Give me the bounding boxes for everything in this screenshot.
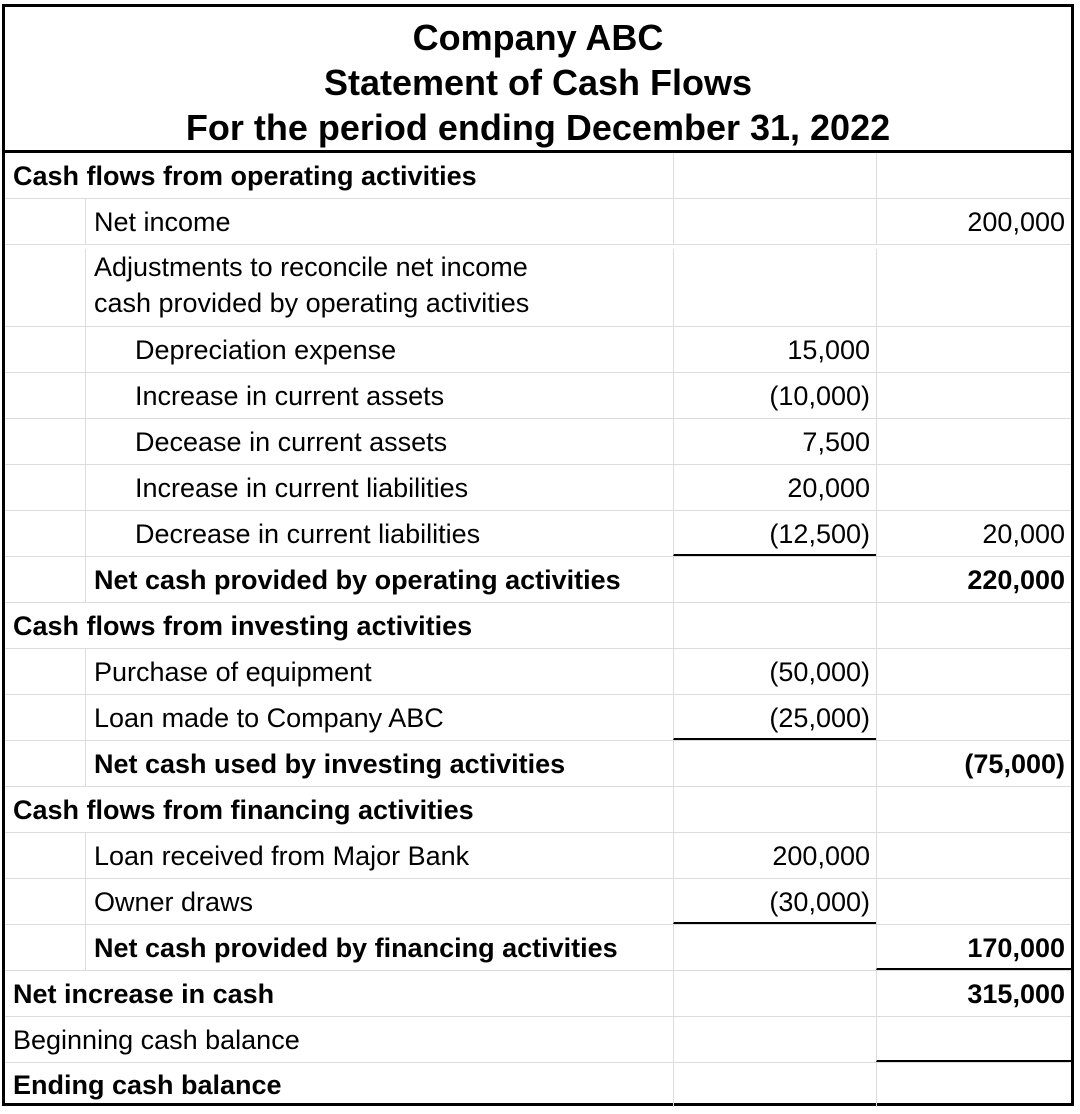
- subtotal-label: Net cash used by investing activities: [5, 741, 673, 786]
- row-label: Owner draws: [5, 879, 673, 924]
- table-row: [5, 971, 1071, 1017]
- total-cell: [876, 787, 1071, 832]
- amount-cell: [673, 787, 876, 832]
- total-cell: [876, 249, 1080, 326]
- table-row: [5, 879, 1071, 925]
- beginning-balance-value: [876, 1017, 1071, 1062]
- cash-flow-statement: [2, 4, 1074, 1106]
- amount-cell: [673, 925, 876, 970]
- total-cell: [876, 153, 1071, 198]
- total-cell: [876, 879, 1071, 924]
- table-row: [5, 603, 1071, 649]
- total-cell: [876, 833, 1071, 878]
- total-cell: 20,000: [876, 511, 1071, 556]
- table-row: [5, 649, 1071, 695]
- company-name: Company ABC: [412, 17, 664, 58]
- subtotal-label: Net cash provided by operating activities: [5, 557, 673, 602]
- ending-balance-value: [876, 1063, 1071, 1107]
- net-increase-label: Net increase in cash: [13, 979, 275, 1009]
- section-heading-operating: Cash flows from operating activities: [13, 161, 477, 191]
- section-heading-financing: Cash flows from financing activities: [13, 795, 474, 825]
- amount-cell: (10,000): [673, 373, 876, 418]
- row-label: Decease in current assets: [5, 419, 673, 464]
- amount-cell: [673, 603, 876, 648]
- table-row: [5, 695, 1071, 741]
- total-cell: [876, 465, 1071, 510]
- table-row: [5, 1063, 1071, 1107]
- amount-cell: (25,000): [673, 695, 876, 740]
- subtotal-value: (75,000): [876, 741, 1071, 786]
- amount-cell: (30,000): [673, 879, 876, 924]
- amount-cell: 7,500: [673, 419, 876, 464]
- statement-header: [5, 7, 1071, 153]
- amount-cell: 200,000: [673, 833, 876, 878]
- statement-grid: [5, 153, 1071, 1107]
- table-row: [5, 153, 1071, 199]
- total-cell: [876, 419, 1071, 464]
- subtotal-value: 220,000: [876, 557, 1071, 602]
- subtotal-label: Net cash provided by financing activities: [5, 925, 673, 970]
- table-row: [5, 419, 1071, 465]
- beginning-balance-label: Beginning cash balance: [13, 1025, 300, 1055]
- amount-cell: [673, 557, 876, 602]
- table-row: [5, 511, 1071, 557]
- table-row: [5, 557, 1071, 603]
- ending-balance-label: Ending cash balance: [13, 1070, 282, 1100]
- total-cell: 200,000: [876, 199, 1071, 244]
- amount-cell: [673, 971, 876, 1016]
- amount-cell: 20,000: [673, 465, 876, 510]
- table-row: [5, 373, 1071, 419]
- subtotal-value: 170,000: [876, 925, 1071, 970]
- amount-cell: [673, 1063, 876, 1107]
- table-row: [5, 787, 1071, 833]
- table-row: [5, 245, 1071, 327]
- table-row: [5, 833, 1071, 879]
- amount-cell: [673, 1017, 876, 1062]
- row-label: Adjustments to reconcile net income cash provided by operating activities: [5, 249, 565, 326]
- row-label: Net income: [5, 199, 673, 244]
- amount-cell: [673, 741, 876, 786]
- row-label: Purchase of equipment: [5, 649, 673, 694]
- row-label: Decrease in current liabilities: [5, 511, 673, 556]
- statement-period: For the period ending December 31, 2022: [185, 107, 891, 148]
- table-row: [5, 925, 1071, 971]
- statement-title: Statement of Cash Flows: [323, 62, 753, 103]
- total-cell: [876, 695, 1071, 740]
- total-cell: [876, 649, 1071, 694]
- row-label: Loan received from Major Bank: [5, 833, 673, 878]
- amount-cell: 15,000: [673, 327, 876, 372]
- table-row: [5, 741, 1071, 787]
- total-cell: [876, 327, 1071, 372]
- total-cell: [876, 603, 1071, 648]
- table-row: [5, 465, 1071, 511]
- amount-cell: (50,000): [673, 649, 876, 694]
- row-label: Loan made to Company ABC: [5, 695, 673, 740]
- amount-cell: [673, 199, 876, 244]
- row-label: Increase in current assets: [5, 373, 673, 418]
- net-increase-value: 315,000: [876, 971, 1071, 1016]
- row-label: Depreciation expense: [5, 327, 673, 372]
- table-row: [5, 327, 1071, 373]
- row-label: Increase in current liabilities: [5, 465, 673, 510]
- amount-cell: [673, 153, 876, 198]
- total-cell: [876, 373, 1071, 418]
- section-heading-investing: Cash flows from investing activities: [13, 611, 473, 641]
- table-row: [5, 199, 1071, 245]
- amount-cell: (12,500): [673, 511, 876, 556]
- table-row: [5, 1017, 1071, 1063]
